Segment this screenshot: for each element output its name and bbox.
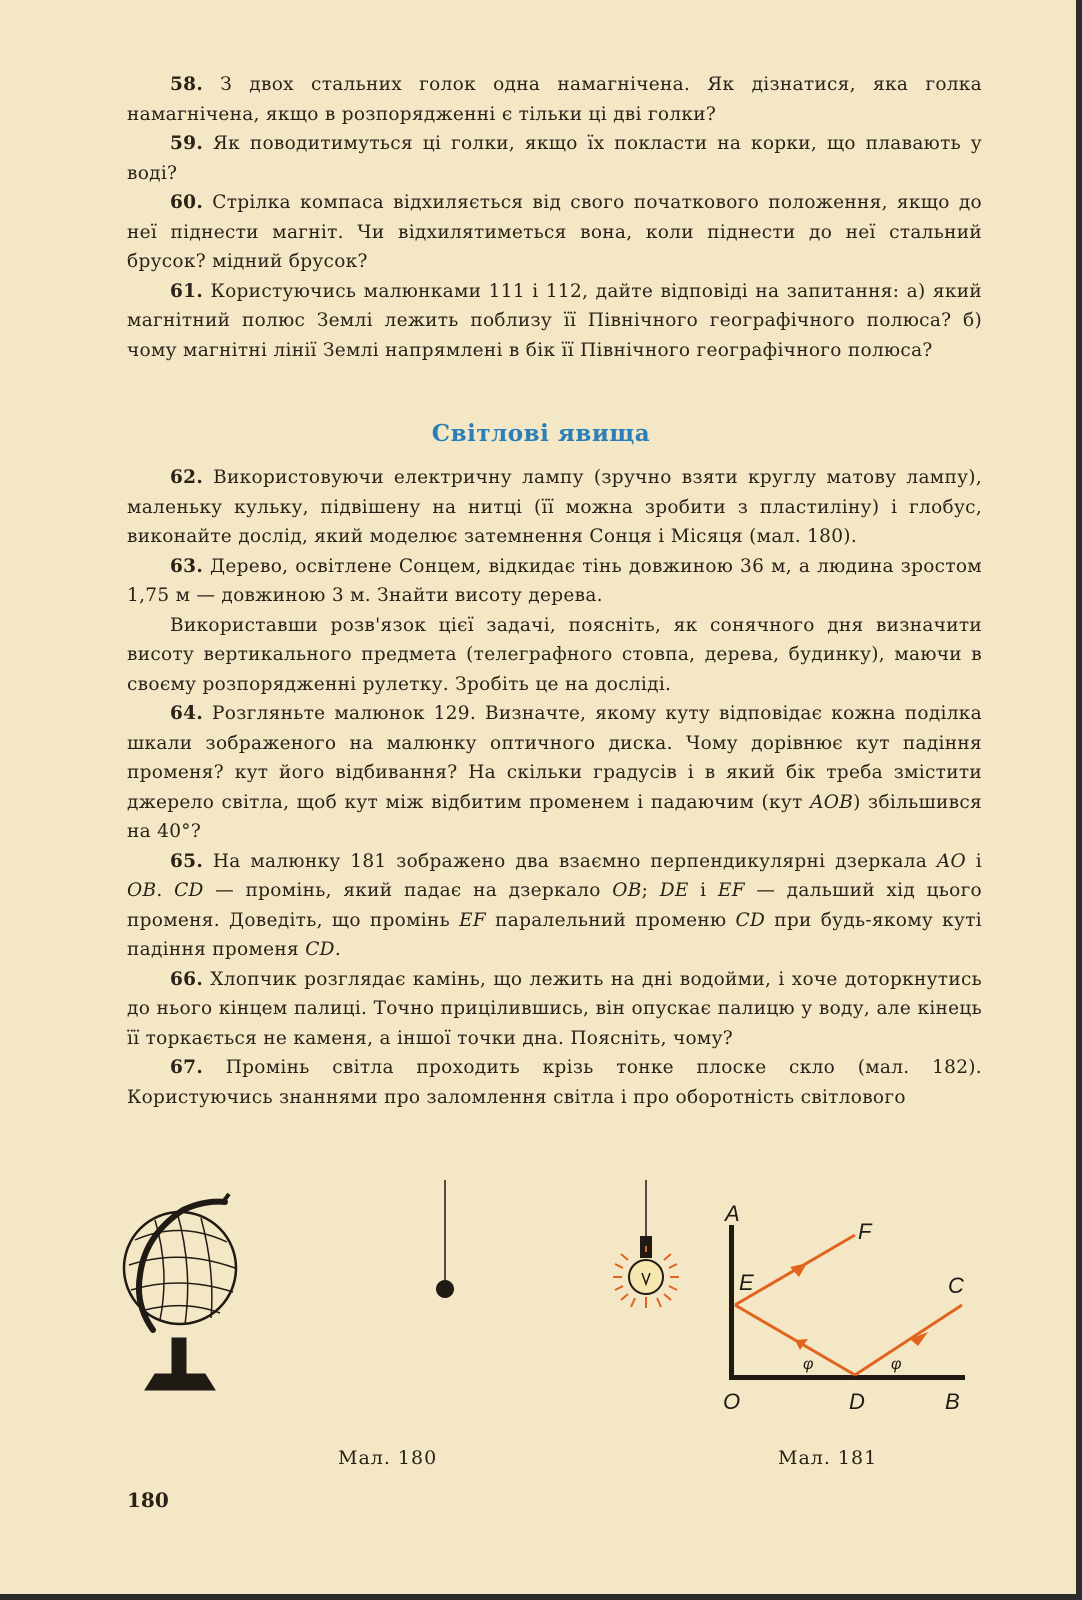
- ball-on-string: [436, 1180, 454, 1298]
- section-title: Світлові явища: [431, 420, 651, 447]
- label-E: E: [739, 1270, 754, 1295]
- label-C: C: [948, 1273, 964, 1298]
- label-phi-right: φ: [891, 1356, 902, 1373]
- problem-64: 64. Розгляньте малюнок 129. Визначте, якому куту відповідає кожна поділка шкали зображеного на малюнку оптичного диска. Чому дорівнює кут падіння променя? кут його відбивання? На скільки градусів і в який бік треба змістити джерело світла, щоб кут між відбитим променем і падаючим (кут AOB) збільшився на 40°?: [127, 703, 982, 842]
- problem-60: 60. Стрілка компаса відхиляється від свого початкового положення, якщо до неї піднести магніт. Чи відхилятиметься вона, коли піднести до неї стальний брусок? мідний брусок?: [127, 192, 982, 272]
- problem-63: 63. Дерево, освітлене Сонцем, відкидає тінь довжиною 36 м, а людина зростом 1,75 м — довжиною 3 м. Знайти висоту дерева.: [127, 555, 982, 606]
- label-F: F: [858, 1219, 872, 1244]
- problem-59: 59. Як поводитимуться ці голки, якщо їх покласти на корки, що плавають у воді?: [127, 133, 982, 184]
- figure-181-caption: Мал. 181: [778, 1447, 878, 1469]
- problem-62: 62. Використовуючи електричну лампу (зручно взяти круглу матову лампу), маленьку кульку, підвішену на нитці (її можна зробити з пластиліну) і глобус, виконайте дослід, який моделює затемнення Сонця і Місяця (мал. 180).: [127, 467, 983, 547]
- label-D: D: [849, 1389, 865, 1414]
- problem-63-continuation: Використавши розв'язок цієї задачі, поясніть, як сонячного дня визначити висоту вертикального предмета (телеграфного стовпа, дерева, будинку), маючи в своєму розпорядженні рулетку. Зробіть це на досліді.: [127, 614, 982, 695]
- page-number: 180: [127, 1488, 169, 1512]
- figure-180: [115, 1180, 695, 1420]
- globe-illustration: [124, 1194, 236, 1390]
- page-edge-right: [1076, 0, 1082, 1600]
- problems-light: [127, 463, 982, 1112]
- label-A: A: [725, 1205, 740, 1226]
- ray-arrows: [790, 1263, 928, 1350]
- mirrors: [729, 1225, 965, 1380]
- problem-61: 61. Користуючись малюнками 111 і 112, дайте відповіді на запитання: а) який магнітний полюс Землі лежить поблизу її Північного географічного полюса? б) чому магнітні лінії Землі напрямлені в бік її Північного географічного полюса?: [127, 280, 983, 361]
- lamp-illustration: [613, 1180, 679, 1308]
- problem-65: 65. На малюнку 181 зображено два взаємно перпендикулярні дзеркала AO і OB. CD — промінь, який падає на дзеркало OB; DE і EF — дальший хід цього променя. Доведіть, що промінь EF паралельний променю CD при будь-якому куті падіння променя CD.: [127, 850, 982, 960]
- light-ray: [735, 1235, 962, 1375]
- problems-magnetism: [127, 70, 982, 365]
- problem-66: 66. Хлопчик розглядає камінь, що лежить на дні водойми, і хоче доторкнутись до нього кінцем палиці. Точно прицілившись, він опускає палицю у воду, але кінець її торкається не каменя, а іншої точки дна. Поясніть, чому?: [127, 968, 982, 1049]
- label-phi-left: φ: [803, 1356, 814, 1373]
- figure-181: [715, 1205, 985, 1430]
- label-B: B: [945, 1389, 960, 1414]
- figure-180-caption: Мал. 180: [338, 1447, 438, 1469]
- problem-67: 67. Промінь світла проходить крізь тонке плоске скло (мал. 182). Користуючись знаннями про заломлення світла і про оборотність світлового: [127, 1057, 982, 1108]
- problem-58: 58. З двох стальних голок одна намагнічена. Як дізнатися, яка голка намагнічена, якщо в розпорядженні є тільки ці дві голки?: [127, 74, 982, 125]
- page-edge-bottom: [0, 1594, 1082, 1600]
- label-O: O: [723, 1389, 741, 1414]
